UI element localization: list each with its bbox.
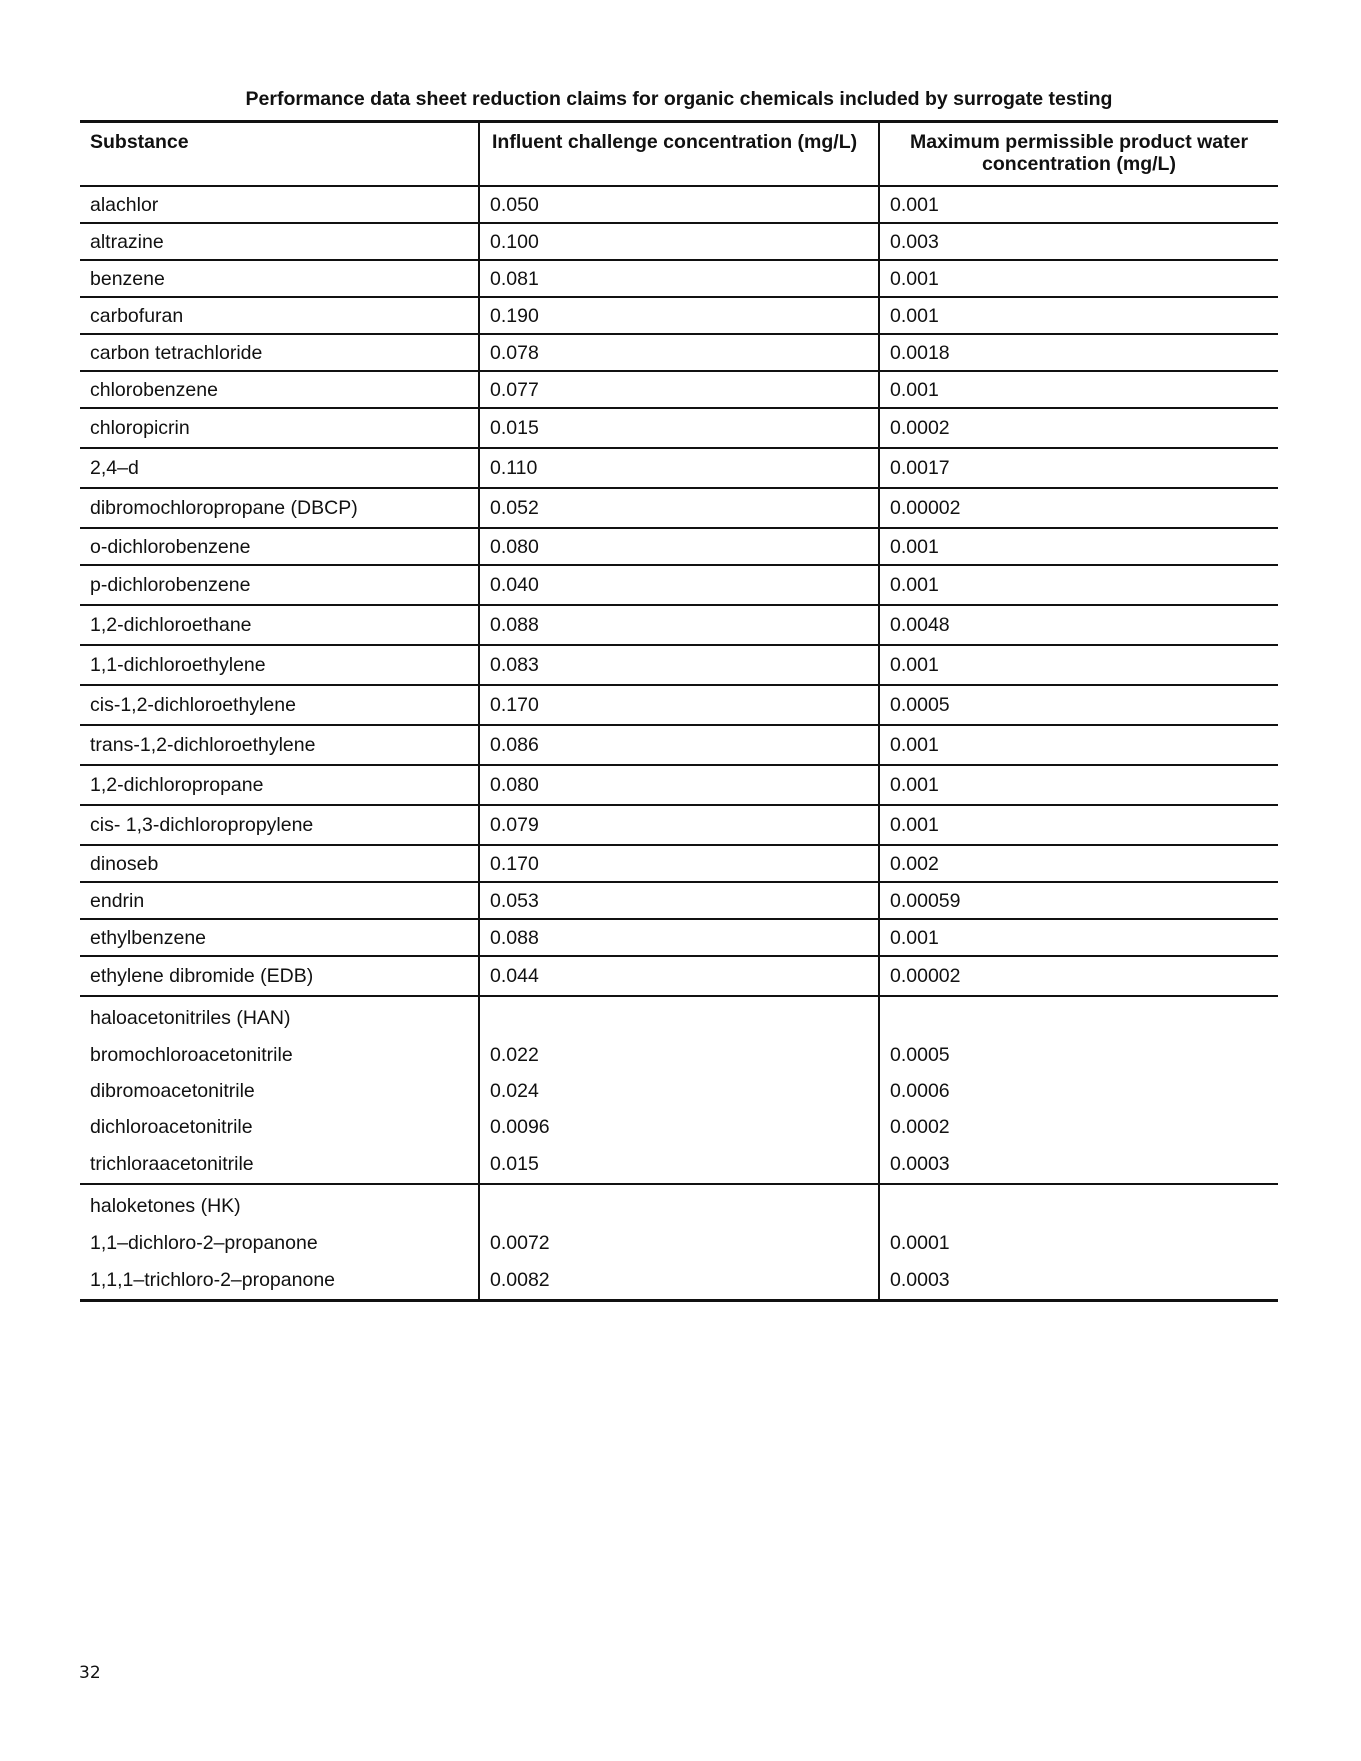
maximum-concentration-cell: 0.0002	[879, 1109, 1278, 1145]
table-row	[80, 528, 1278, 565]
maximum-concentration-cell: 0.001	[879, 645, 1278, 685]
maximum-concentration-cell: 0.0017	[879, 448, 1278, 488]
group-heading-row	[80, 996, 1278, 1037]
header-influent-concentration: Influent challenge concentration (mg/L)	[479, 122, 879, 187]
maximum-concentration-cell: 0.0005	[879, 1037, 1278, 1073]
maximum-concentration-cell: 0.001	[879, 260, 1278, 297]
table-row	[80, 645, 1278, 685]
substance-cell: ethylbenzene	[80, 919, 479, 956]
reduction-claims-table-container	[80, 120, 1278, 1302]
maximum-concentration-cell: 0.002	[879, 845, 1278, 882]
influent-concentration-cell: 0.088	[479, 605, 879, 645]
substance-cell: 1,1-dichloroethylene	[80, 645, 479, 685]
header-row	[80, 122, 1278, 187]
substance-cell: alachlor	[80, 186, 479, 223]
maximum-concentration-cell: 0.001	[879, 765, 1278, 805]
table-row	[80, 1109, 1278, 1145]
maximum-concentration-cell: 0.001	[879, 297, 1278, 334]
substance-cell: 1,1,1–trichloro-2–propanone	[80, 1261, 479, 1301]
maximum-concentration-cell: 0.003	[879, 223, 1278, 260]
maximum-concentration-cell: 0.0002	[879, 408, 1278, 448]
substance-cell: o-dichlorobenzene	[80, 528, 479, 565]
header-substance: Substance	[80, 122, 479, 187]
maximum-concentration-cell: 0.00059	[879, 882, 1278, 919]
maximum-concentration-cell: 0.0003	[879, 1261, 1278, 1301]
influent-concentration-cell: 0.0082	[479, 1261, 879, 1301]
table-row	[80, 1073, 1278, 1109]
maximum-concentration-cell: 0.0005	[879, 685, 1278, 725]
substance-cell: dibromochloropropane (DBCP)	[80, 488, 479, 528]
maximum-concentration-cell: 0.0018	[879, 334, 1278, 371]
influent-concentration-cell: 0.015	[479, 1145, 879, 1184]
maximum-concentration-cell: 0.001	[879, 805, 1278, 845]
maximum-concentration-cell: 0.00002	[879, 488, 1278, 528]
table-row	[80, 605, 1278, 645]
influent-concentration-cell: 0.080	[479, 528, 879, 565]
reduction-claims-table	[80, 120, 1278, 1302]
table-header	[80, 122, 1278, 187]
influent-concentration-cell: 0.079	[479, 805, 879, 845]
maximum-concentration-cell: 0.001	[879, 186, 1278, 223]
table-row	[80, 845, 1278, 882]
table-row	[80, 725, 1278, 765]
substance-cell: benzene	[80, 260, 479, 297]
group-heading-row	[80, 1184, 1278, 1225]
substance-cell: cis-1,2-dichloroethylene	[80, 685, 479, 725]
table-row	[80, 685, 1278, 725]
empty-cell	[479, 996, 879, 1037]
influent-concentration-cell: 0.050	[479, 186, 879, 223]
table-row	[80, 408, 1278, 448]
influent-concentration-cell: 0.022	[479, 1037, 879, 1073]
table-row	[80, 1225, 1278, 1261]
substance-cell: trichloraacetonitrile	[80, 1145, 479, 1184]
maximum-concentration-cell: 0.0048	[879, 605, 1278, 645]
substance-cell: chlorobenzene	[80, 371, 479, 408]
table-row	[80, 488, 1278, 528]
maximum-concentration-cell: 0.001	[879, 725, 1278, 765]
influent-concentration-cell: 0.110	[479, 448, 879, 488]
group-name-cell: haloacetonitriles (HAN)	[80, 996, 479, 1037]
empty-cell	[879, 996, 1278, 1037]
influent-concentration-cell: 0.077	[479, 371, 879, 408]
table-row	[80, 334, 1278, 371]
influent-concentration-cell: 0.044	[479, 956, 879, 996]
substance-cell: altrazine	[80, 223, 479, 260]
page-number: 32	[79, 1663, 101, 1683]
influent-concentration-cell: 0.083	[479, 645, 879, 685]
maximum-concentration-cell: 0.001	[879, 528, 1278, 565]
maximum-concentration-cell: 0.001	[879, 371, 1278, 408]
empty-cell	[879, 1184, 1278, 1225]
table-row	[80, 1037, 1278, 1073]
table-row	[80, 371, 1278, 408]
substance-cell: chloropicrin	[80, 408, 479, 448]
table-row	[80, 805, 1278, 845]
substance-cell: ethylene dibromide (EDB)	[80, 956, 479, 996]
maximum-concentration-cell: 0.0001	[879, 1225, 1278, 1261]
table-row	[80, 765, 1278, 805]
substance-cell: bromochloroacetonitrile	[80, 1037, 479, 1073]
maximum-concentration-cell: 0.0006	[879, 1073, 1278, 1109]
table-body	[80, 186, 1278, 1301]
influent-concentration-cell: 0.0072	[479, 1225, 879, 1261]
substance-cell: trans-1,2-dichloroethylene	[80, 725, 479, 765]
substance-cell: cis- 1,3-dichloropropylene	[80, 805, 479, 845]
substance-cell: 2,4–d	[80, 448, 479, 488]
table-row	[80, 448, 1278, 488]
maximum-concentration-cell: 0.001	[879, 565, 1278, 605]
document-title: Performance data sheet reduction claims for organic chemicals included by surrogate testing	[245, 88, 1113, 110]
influent-concentration-cell: 0.053	[479, 882, 879, 919]
table-row	[80, 223, 1278, 260]
influent-concentration-cell: 0.170	[479, 685, 879, 725]
substance-cell: carbon tetrachloride	[80, 334, 479, 371]
table-row	[80, 297, 1278, 334]
substance-cell: carbofuran	[80, 297, 479, 334]
table-row	[80, 956, 1278, 996]
influent-concentration-cell: 0.081	[479, 260, 879, 297]
header-maximum-concentration: Maximum permissible product water concentration (mg/L)	[879, 122, 1278, 187]
table-row	[80, 1261, 1278, 1301]
maximum-concentration-cell: 0.0003	[879, 1145, 1278, 1184]
influent-concentration-cell: 0.100	[479, 223, 879, 260]
influent-concentration-cell: 0.024	[479, 1073, 879, 1109]
substance-cell: 1,1–dichloro-2–propanone	[80, 1225, 479, 1261]
substance-cell: dichloroacetonitrile	[80, 1109, 479, 1145]
substance-cell: endrin	[80, 882, 479, 919]
substance-cell: p-dichlorobenzene	[80, 565, 479, 605]
table-row	[80, 1145, 1278, 1184]
group-name-cell: haloketones (HK)	[80, 1184, 479, 1225]
substance-cell: dibromoacetonitrile	[80, 1073, 479, 1109]
substance-cell: 1,2-dichloroethane	[80, 605, 479, 645]
influent-concentration-cell: 0.0096	[479, 1109, 879, 1145]
table-row	[80, 919, 1278, 956]
table-row	[80, 882, 1278, 919]
table-row	[80, 186, 1278, 223]
influent-concentration-cell: 0.086	[479, 725, 879, 765]
substance-cell: dinoseb	[80, 845, 479, 882]
influent-concentration-cell: 0.015	[479, 408, 879, 448]
empty-cell	[479, 1184, 879, 1225]
influent-concentration-cell: 0.170	[479, 845, 879, 882]
influent-concentration-cell: 0.080	[479, 765, 879, 805]
substance-cell: 1,2-dichloropropane	[80, 765, 479, 805]
table-row	[80, 565, 1278, 605]
maximum-concentration-cell: 0.001	[879, 919, 1278, 956]
influent-concentration-cell: 0.190	[479, 297, 879, 334]
maximum-concentration-cell: 0.00002	[879, 956, 1278, 996]
influent-concentration-cell: 0.088	[479, 919, 879, 956]
influent-concentration-cell: 0.040	[479, 565, 879, 605]
table-row	[80, 260, 1278, 297]
influent-concentration-cell: 0.052	[479, 488, 879, 528]
influent-concentration-cell: 0.078	[479, 334, 879, 371]
